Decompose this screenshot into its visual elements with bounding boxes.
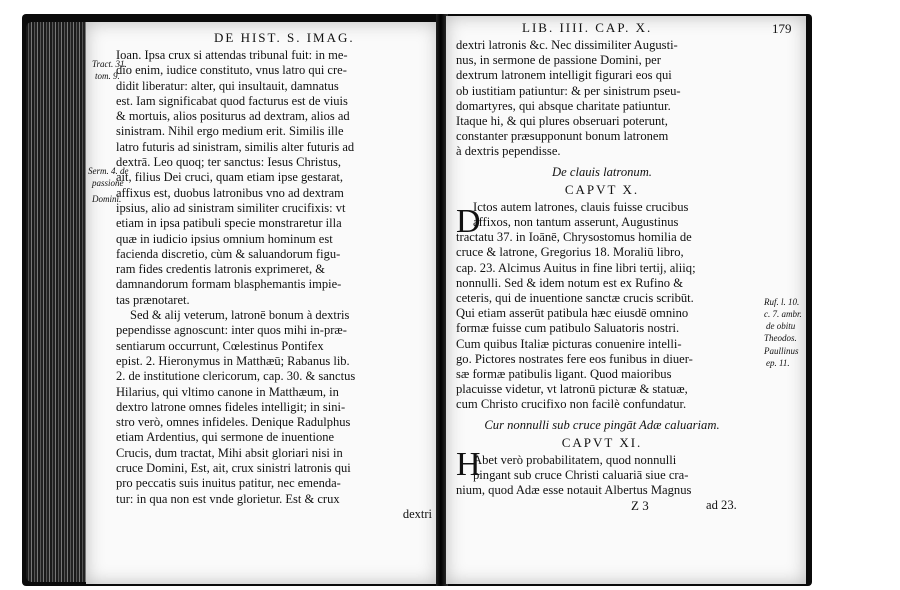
text-line: ceteris, qui de inuentione sanctæ crucis scribūt. [456,291,694,305]
text-line: dio enim, iudice constituto, vnus latro qui cre- [116,63,347,78]
text-line: pependisse agnoscunt: inter quos mihi in-præ- [116,323,347,338]
text-line: Qui etiam asserūt patibula hæc eiusdē omnino [456,306,689,321]
text-line: nus, in sermone de passione Domini, per [456,53,661,68]
text-line: go. Pictores nostrates fere eos funibus in diuer- [456,351,693,366]
text-line: dextrā. Leo quoq; ter sanctus: Iesus Christus, [116,155,341,170]
right-margin-note: c. 7. ambr. [764,309,802,319]
text-line: affixus est, duobus latronibus vno ad dextram [116,185,344,200]
page-edges [26,22,88,582]
left-margin-note: Serm. 4. de [88,166,129,176]
left-running-head: DE HIST. S. IMAG. [214,30,355,45]
text-line: pro peccatis suis inuitus patitur, nec emenda- [116,476,341,491]
drop-cap-initial: H [456,446,481,483]
text-line: tractatu 37. in Ioānē, Chrysostomus homilia de [456,230,692,245]
page-number: 179 [772,21,792,36]
text-line: latro futuris ad sinistram, similis alter futuris ad [116,139,355,154]
text-line: placuisse videtur, vt latronū picturæ & statuæ, [456,382,688,397]
text-line: nonnulli. Sed & idem notum est ex Rufino & [456,275,684,290]
text-line: Abet verò probabilitatem, quod nonnulli [473,452,677,467]
text-line: Itaque hi, & qui plures obseruari poterunt, [456,113,668,128]
text-line: Hilarius, qui vltimo canone in Matthæum, in [116,384,339,399]
text-line: domartyres, qui absque charitate patiuntur. [456,98,671,113]
text-line: tur: in qua non est vnde glorietur. Est & crux [116,491,340,506]
chapter-heading: CAPVT X. [564,181,640,197]
right-running-head: LIB. IIII. CAP. X. [522,20,653,35]
left-margin-note: tom. 9. [95,71,120,81]
text-line: Ictos autem latrones, clauis fuisse crucibus [473,199,689,214]
text-line: epist. 2. Hieronymus in Matthæū; Rabanus lib. [116,353,350,368]
text-line: est. Iam significabat quod facturus est de viuis [116,93,348,108]
text-line: Crucis, dum tractat, Mihi absit gloriari nisi in [116,445,343,460]
text-line: didit liberatur: alter, qui insultauit, damnatus [116,78,339,93]
left-margin-note: Tract. 31. [92,59,127,69]
text-line: dextri latronis &c. Nec dissimiliter Augusti- [456,38,678,52]
text-line: ipsius, alio ad sinistram similiter crucifixis: vt [116,200,346,215]
text-line: sentiarum occurrunt, Cœlestinus Pontifex [116,338,324,353]
text-line: pingant sub cruce Christi caluariā siue cra- [473,468,689,483]
drop-cap-initial: D [456,203,481,240]
text-line: sæ formæ patibulis ligant. Quod maioribus [456,366,672,381]
text-line: etiam Ardentius, qui sermone de inuentione [116,430,335,445]
left-margin-note: Domini. [92,194,122,204]
left-margin-note: passione [92,178,124,188]
signature-mark: Z 3 [631,498,649,513]
text-line: damnandorum formam blasphemantis impie- [116,277,342,292]
right-margin-note: Paullinus [764,346,799,356]
text-line: quæ in iudicio ipsius omnium hominum est [116,231,333,246]
left-catchword: dextri [402,506,432,521]
text-line: tas prænotaret. [116,292,190,307]
text-line: Cum quibus Italiæ picturas conuenire intelli- [456,336,682,351]
text-line: sinistram. Nihil ergo medium erit. Similis ille [116,124,344,139]
text-line: formæ fuisse cum patibulo Saluatoris nostri. [456,321,680,336]
text-line: & mortuis, alios positurus ad dextram, alios ad [116,109,350,124]
text-line: 2. de institutione clericorum, cap. 30. & sanctus [116,369,356,384]
section-title: Cur nonnulli sub cruce pingāt Adæ caluariam. [484,417,720,432]
right-margin-note: ep. 11. [766,358,790,368]
text-line: etiam in ipsa patibuli specie monstraretur illa [116,216,342,231]
text-line: Sed & alij veterum, latronē bonum à dextris [130,308,350,323]
left-page-text [116,48,432,522]
text-line: dextrum latronem intelligit figurari eos qui [456,68,672,83]
text-line: facienda discretio, cùm & saluandorum figu- [116,246,341,261]
text-line: nium, quod Adæ esse notauit Albertus Magnus [456,483,692,498]
text-line: dextro latrone omnes fideles intelligit; in sini- [116,399,346,414]
text-line: Ioan. Ipsa crux si attendas tribunal fuit: in me- [116,48,348,62]
text-line: ait, filius Dei cruci, quam etiam ipse gestarat, [116,170,344,185]
right-margin-note: Theodos. [764,333,797,343]
text-line: ob iustitiam patiuntur: & per sinistrum pseu- [456,83,681,98]
text-line: constanter præsupponunt bonum latronem [456,129,669,144]
chapter-heading: CAPVT XI. [561,434,643,450]
right-page-text [456,38,748,498]
text-line: cruce Domini, Est, ait, crux sinistri latronis qui [116,461,351,476]
right-margin-note: de obitu [766,321,796,331]
text-line: cum Christo crucifixo non facilè confundatur. [456,397,687,412]
right-catchword: ad 23. [706,498,737,512]
text-line: cruce & latrone, Gregorius 18. Moraliū libro, [456,245,684,260]
text-line: à dextris pependisse. [456,144,561,159]
right-margin-note: Ruf. l. 10. [764,297,800,307]
text-line: affixos, non tantum asserunt, Augustinus [473,215,679,230]
text-line: stro verò, omnes infideles. Denique Radulphus [116,415,351,430]
section-title: De clauis latronum. [552,164,652,179]
text-line: ram fides credentis latronis exprimeret, & [116,262,325,277]
text-line: cap. 23. Alcimus Auitus in fine libri tertij, aliiq; [456,260,696,275]
